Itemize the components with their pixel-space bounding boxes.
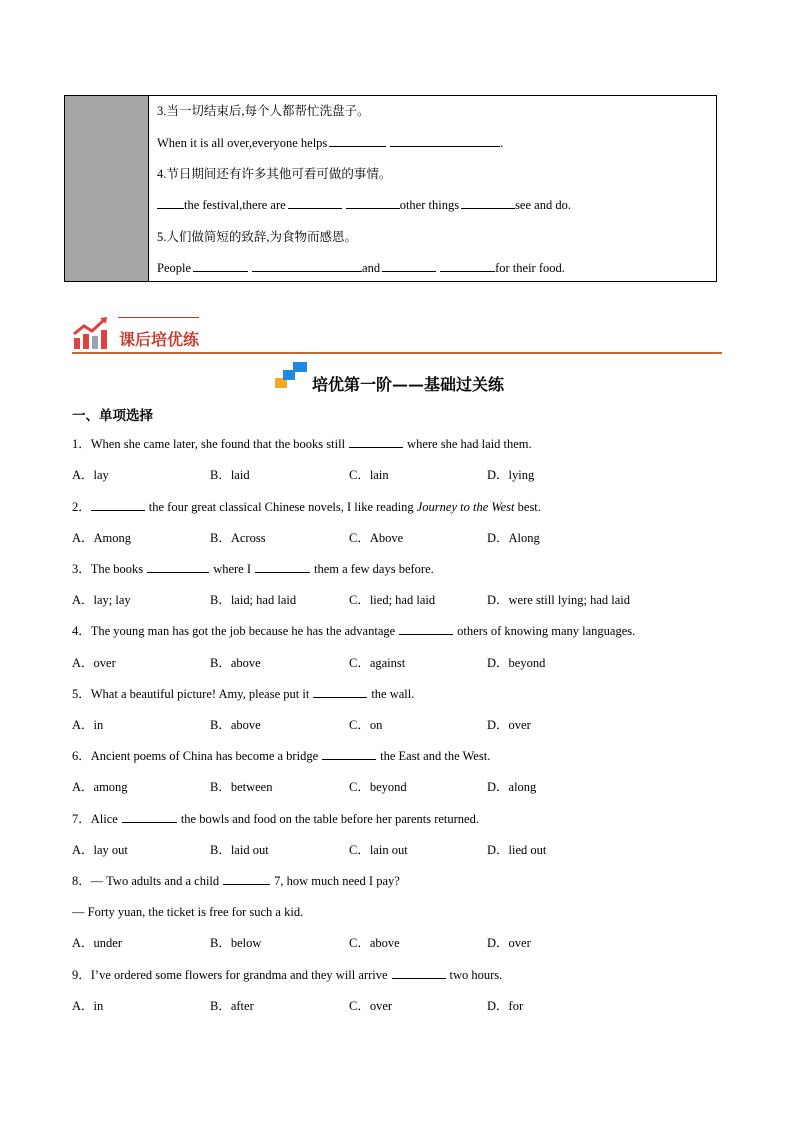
option-c[interactable]: C．on — [349, 718, 383, 732]
answer-blank[interactable] — [329, 135, 386, 147]
option-b[interactable]: B．below — [210, 936, 262, 950]
question-9: 9．I’ve ordered some flowers for grandma and they will arrive two hours. — [72, 968, 503, 982]
box-line-4-cn: 4.节日期间还有许多其他可看可做的事情。 — [157, 167, 392, 181]
answer-blank[interactable] — [346, 197, 400, 209]
answer-blank[interactable] — [122, 811, 177, 823]
option-c[interactable]: C．lied; had laid — [349, 593, 436, 607]
answer-blank[interactable] — [193, 260, 248, 272]
answer-blank[interactable] — [147, 561, 209, 573]
answer-blank[interactable] — [349, 436, 403, 448]
option-a[interactable]: A．in — [72, 718, 104, 732]
option-a[interactable]: A．under — [72, 936, 122, 950]
option-c[interactable]: C．Above — [349, 531, 404, 545]
option-b[interactable]: B．laid out — [210, 843, 269, 857]
option-d[interactable]: D．beyond — [487, 656, 546, 670]
question-6: 6．Ancient poems of China has become a bridge the East and the West. — [72, 749, 491, 763]
option-c[interactable]: C．above — [349, 936, 400, 950]
option-a[interactable]: A．lay out — [72, 843, 128, 857]
option-d[interactable]: D．lying — [487, 468, 535, 482]
option-b[interactable]: B．Across — [210, 531, 266, 545]
question-4: 4．The young man has got the job because he has the advantage others of knowing many languages. — [72, 624, 636, 638]
option-b[interactable]: B．laid — [210, 468, 250, 482]
option-c[interactable]: C．lain out — [349, 843, 408, 857]
translation-box — [64, 95, 717, 282]
answer-blank[interactable] — [461, 197, 515, 209]
option-d[interactable]: D．for — [487, 999, 524, 1013]
answer-blank[interactable] — [91, 499, 145, 511]
stairs-icon — [275, 362, 309, 388]
question-3: 3．The books where I them a few days before. — [72, 562, 434, 576]
question-2: 2． the four great classical Chinese novels, I like reading Journey to the West best. — [72, 500, 541, 514]
option-c[interactable]: C．against — [349, 656, 406, 670]
option-b[interactable]: B．laid; had laid — [210, 593, 297, 607]
question-8-reply: — Forty yuan, the ticket is free for such a kid. — [72, 905, 304, 919]
option-a[interactable]: A．over — [72, 656, 116, 670]
section-title: 课后培优练 — [119, 330, 200, 349]
option-b[interactable]: B．between — [210, 780, 273, 794]
option-c[interactable]: C．over — [349, 999, 393, 1013]
answer-blank[interactable] — [390, 135, 500, 147]
option-a[interactable]: A．Among — [72, 531, 132, 545]
option-a[interactable]: A．among — [72, 780, 128, 794]
option-a[interactable]: A．lay — [72, 468, 109, 482]
option-d[interactable]: D．Along — [487, 531, 540, 545]
box-content — [149, 96, 716, 281]
option-b[interactable]: B．above — [210, 656, 261, 670]
answer-blank[interactable] — [392, 967, 446, 979]
question-8: 8．— Two adults and a child 7, how much need I pay? — [72, 874, 400, 888]
box-line-4-en: the festival,there are other things see and do. — [157, 197, 571, 213]
box-line-3-cn: 3.当一切结束后,每个人都帮忙洗盘子。 — [157, 104, 370, 118]
box-shaded-column — [65, 96, 149, 281]
answer-blank[interactable] — [288, 197, 342, 209]
option-a[interactable]: A．in — [72, 999, 104, 1013]
section-divider — [72, 352, 722, 354]
question-1: 1．When she came later, she found that the books still where she had laid them. — [72, 437, 532, 451]
answer-blank[interactable] — [252, 260, 362, 272]
answer-blank[interactable] — [157, 197, 184, 209]
option-c[interactable]: C．beyond — [349, 780, 407, 794]
answer-blank[interactable] — [255, 561, 310, 573]
question-7: 7．Alice the bowls and food on the table before her parents returned. — [72, 812, 479, 826]
option-d[interactable]: D．were still lying; had laid — [487, 593, 631, 607]
answer-blank[interactable] — [440, 260, 495, 272]
box-line-5-cn: 5.人们做简短的致辞,为食物而感恩。 — [157, 230, 358, 244]
question-5: 5．What a beautiful picture! Amy, please put it the wall. — [72, 687, 415, 701]
section-top-line — [118, 317, 199, 318]
box-line-5-en: People and for their food. — [157, 261, 565, 275]
answer-blank[interactable] — [223, 873, 270, 885]
option-b[interactable]: B．above — [210, 718, 261, 732]
option-d[interactable]: D．lied out — [487, 843, 547, 857]
option-d[interactable]: D．over — [487, 936, 531, 950]
answer-blank[interactable] — [382, 260, 436, 272]
answer-blank[interactable] — [313, 686, 367, 698]
option-a[interactable]: A．lay; lay — [72, 593, 131, 607]
option-c[interactable]: C．lain — [349, 468, 389, 482]
rising-chart-icon — [72, 316, 108, 350]
option-d[interactable]: D．over — [487, 718, 531, 732]
option-b[interactable]: B．after — [210, 999, 254, 1013]
option-d[interactable]: D．along — [487, 780, 537, 794]
part-title: 一、单项选择 — [72, 408, 153, 424]
answer-blank[interactable] — [399, 623, 453, 635]
subsection-title: 培优第一阶——基础过关练 — [312, 375, 505, 394]
answer-blank[interactable] — [322, 748, 376, 760]
box-line-3-en: When it is all over,everyone helps . — [157, 136, 504, 150]
